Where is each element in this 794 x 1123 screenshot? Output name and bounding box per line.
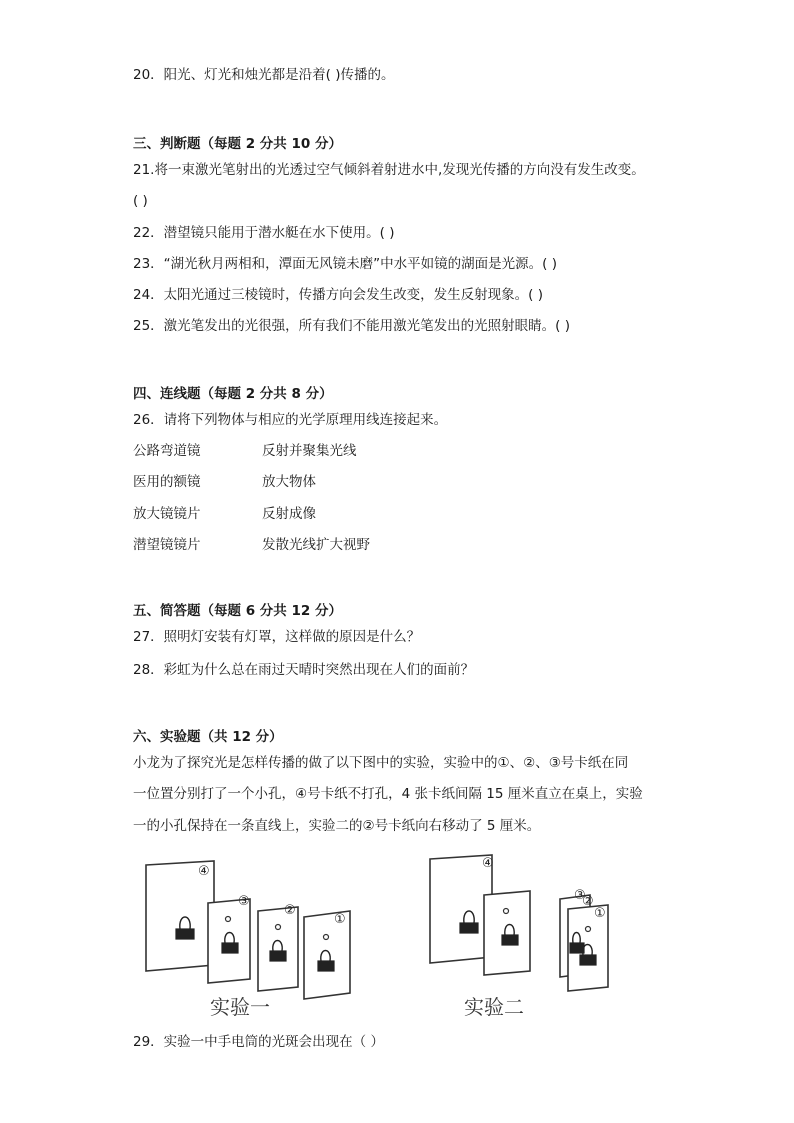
question-20: 20．阳光、灯光和烛光都是沿着( )传播的。 — [133, 67, 395, 83]
match-left-2: 医用的额镜 — [133, 474, 201, 490]
match-left-3: 放大镜镜片 — [133, 506, 201, 522]
experiment-1-caption: 实验一 — [210, 995, 270, 1019]
match-right-3: 反射成像 — [262, 506, 316, 522]
question-25: 25．激光笔发出的光很强，所有我们不能用激光笔发出的光照射眼睛。( ) — [133, 318, 571, 334]
card-1-label-exp1: ① — [334, 912, 346, 927]
card-4-label-exp2: ④ — [482, 856, 494, 871]
card-4-label-exp1: ④ — [198, 864, 210, 879]
experiment-paragraph-line-2: 一位置分别打了一个小孔，④号卡纸不打孔，4 张卡纸间隔 15 厘米直立在桌上，实验 — [133, 786, 643, 802]
experiment-2-caption: 实验二 — [464, 995, 524, 1019]
question-23: 23．“湖光秋月两相和，潭面无风镜未磨”中水平如镜的湖面是光源。( ) — [133, 256, 557, 272]
match-right-4: 发散光线扩大视野 — [262, 537, 370, 553]
experiment-figure — [138, 853, 658, 1023]
question-27: 27．照明灯安装有灯罩，这样做的原因是什么？ — [133, 629, 421, 645]
question-28: 28．彩虹为什么总在雨过天晴时突然出现在人们的面前？ — [133, 662, 475, 678]
card-3-label-exp1: ③ — [238, 894, 250, 909]
section-5-heading: 五、简答题（每题 6 分共 12 分） — [133, 603, 342, 619]
section-6-heading: 六、实验题（共 12 分） — [133, 729, 283, 745]
question-29: 29．实验一中手电筒的光斑会出现在（ ） — [133, 1034, 384, 1050]
card-2-label-exp1: ② — [284, 903, 296, 918]
experiment-paragraph-line-3: 一的小孔保持在一条直线上，实验二的②号卡纸向右移动了 5 厘米。 — [133, 818, 541, 834]
card-3-label-exp2: ③ — [574, 888, 586, 903]
match-left-4: 潜望镜镜片 — [133, 537, 201, 553]
match-right-1: 反射并聚集光线 — [262, 443, 357, 459]
question-21-answer-paren: ( ) — [133, 193, 148, 209]
question-26: 26．请将下列物体与相应的光学原理用线连接起来。 — [133, 412, 448, 428]
experiment-paragraph-line-1: 小龙为了探究光是怎样传播的做了以下图中的实验，实验中的①、②、③号卡纸在同 — [133, 755, 629, 771]
question-22: 22．潜望镜只能用于潜水艇在水下使用。( ) — [133, 225, 395, 241]
section-4-heading: 四、连线题（每题 2 分共 8 分） — [133, 386, 333, 402]
match-right-2: 放大物体 — [262, 474, 316, 490]
question-21: 21.将一束激光笔射出的光透过空气倾斜着射进水中,发现光传播的方向没有发生改变。 — [133, 162, 645, 178]
card-2-label-exp2: ② — [582, 894, 594, 909]
card-1-label-exp2: ① — [594, 906, 606, 921]
match-left-1: 公路弯道镜 — [133, 443, 201, 459]
question-24: 24．太阳光通过三棱镜时，传播方向会发生改变，发生反射现象。( ) — [133, 287, 544, 303]
section-3-heading: 三、判断题（每题 2 分共 10 分） — [133, 136, 342, 152]
